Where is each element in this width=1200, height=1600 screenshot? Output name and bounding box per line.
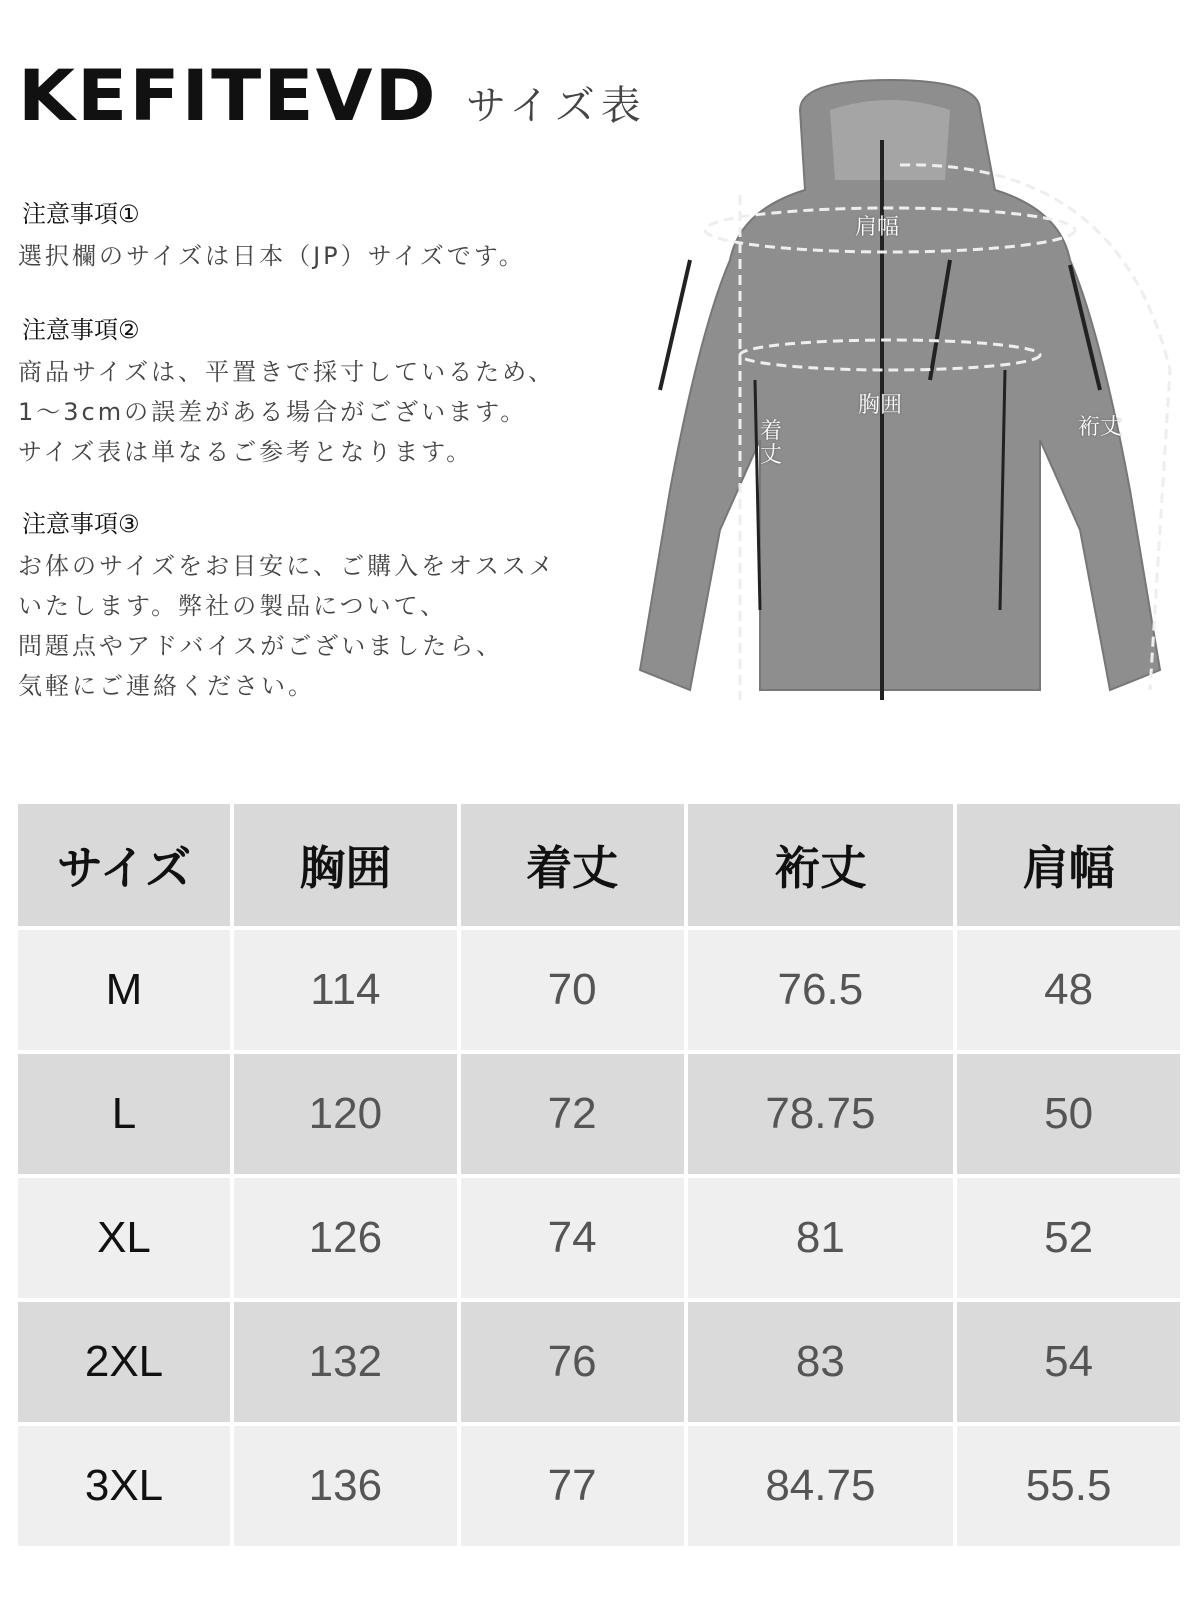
note-3-text: お体のサイズをお目安に、ご購入をオススメ いたします。弊社の製品について、 問題点やアドバイスがございましたら、 気軽にご連絡ください。 — [18, 552, 556, 700]
cell-shoulder: 48 — [957, 930, 1180, 1050]
table-header-row — [18, 804, 1180, 926]
cell-chest: 132 — [234, 1302, 457, 1422]
header-length: 着丈 — [461, 804, 684, 926]
cell-shoulder: 52 — [957, 1178, 1180, 1298]
note-2-text: 商品サイズは、平置きで採寸しているため、 1〜3cmの誤差がある場合がございます。 サイズ表は単なるご参考となります。 — [18, 358, 556, 466]
note-1-title: 注意事項① — [22, 200, 140, 228]
cell-length: 70 — [461, 930, 684, 1050]
cell-sleeve: 84.75 — [688, 1426, 954, 1546]
cell-chest: 120 — [234, 1054, 457, 1174]
label-shoulder: 肩幅 — [855, 215, 900, 240]
table-row — [18, 930, 1180, 1050]
cell-shoulder: 55.5 — [957, 1426, 1180, 1546]
note-1-text: 選択欄のサイズは日本（JP）サイズです。 — [18, 242, 526, 270]
header-sleeve: 裄丈 — [688, 804, 954, 926]
cell-length: 77 — [461, 1426, 684, 1546]
jacket-diagram — [600, 70, 1200, 740]
label-sleeve: 裄丈 — [1078, 415, 1123, 440]
cell-shoulder: 50 — [957, 1054, 1180, 1174]
cell-chest: 114 — [234, 930, 457, 1050]
cell-size: 3XL — [18, 1426, 230, 1546]
table-row — [18, 1302, 1180, 1422]
cell-sleeve: 83 — [688, 1302, 954, 1422]
cell-sleeve: 78.75 — [688, 1054, 954, 1174]
logo-text: KEFITEVD — [18, 55, 438, 137]
table-row — [18, 1426, 1180, 1546]
cell-size: 2XL — [18, 1302, 230, 1422]
cell-chest: 136 — [234, 1426, 457, 1546]
cell-size: M — [18, 930, 230, 1050]
size-table — [14, 800, 1184, 1550]
header-size: サイズ — [18, 804, 230, 926]
page-title: サイズ表 — [466, 83, 647, 129]
cell-chest: 126 — [234, 1178, 457, 1298]
cell-size: XL — [18, 1178, 230, 1298]
label-chest: 胸囲 — [858, 393, 903, 418]
cell-sleeve: 81 — [688, 1178, 954, 1298]
header-chest: 胸囲 — [234, 804, 457, 926]
note-3-title: 注意事項③ — [22, 510, 140, 538]
cell-size: L — [18, 1054, 230, 1174]
label-length: 着丈 — [760, 419, 783, 468]
cell-length: 72 — [461, 1054, 684, 1174]
cell-shoulder: 54 — [957, 1302, 1180, 1422]
note-2-title: 注意事項② — [22, 316, 140, 344]
table-row — [18, 1178, 1180, 1298]
brand-logo — [18, 55, 438, 137]
header-shoulder: 肩幅 — [957, 804, 1180, 926]
cell-sleeve: 76.5 — [688, 930, 954, 1050]
cell-length: 74 — [461, 1178, 684, 1298]
table-row — [18, 1054, 1180, 1174]
cell-length: 76 — [461, 1302, 684, 1422]
